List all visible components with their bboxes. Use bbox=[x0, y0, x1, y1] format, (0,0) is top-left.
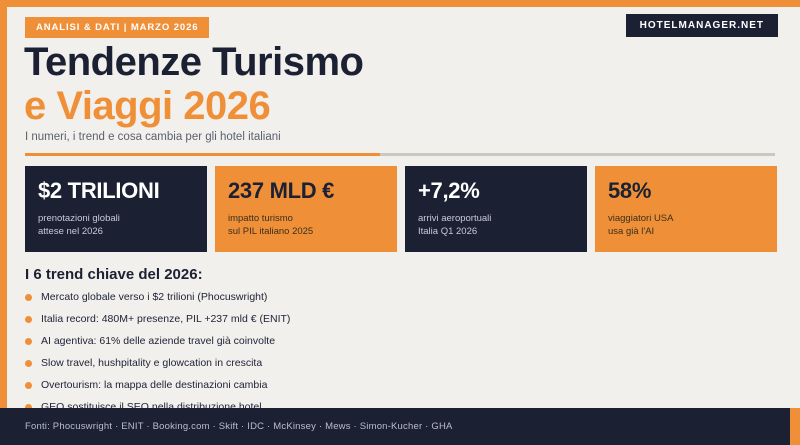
list-item bbox=[25, 313, 625, 326]
bullet-dot-icon bbox=[25, 294, 32, 301]
list-item bbox=[25, 335, 625, 348]
stat-card-description-line-2: usa già l'AI bbox=[608, 225, 655, 237]
stat-card-value: 58% bbox=[608, 178, 652, 203]
stat-card bbox=[215, 166, 397, 252]
list-item-label: AI agentiva: 61% delle aziende travel già coinvolte bbox=[41, 335, 276, 348]
bullet-dot-icon bbox=[25, 338, 32, 345]
left-accent-rail bbox=[0, 0, 7, 445]
trends-list bbox=[25, 291, 625, 424]
list-item bbox=[25, 357, 625, 370]
stat-card-description-line-2: attese nel 2026 bbox=[38, 225, 103, 237]
stat-card-description-line-2: sul PIL italiano 2025 bbox=[228, 225, 314, 237]
bullet-dot-icon bbox=[25, 316, 32, 323]
stat-card-description bbox=[228, 213, 313, 239]
footer-accent-block bbox=[790, 408, 800, 445]
page-subtitle: I numeri, i trend e cosa cambia per gli hotel italiani bbox=[25, 131, 281, 143]
bullet-dot-icon bbox=[25, 360, 32, 367]
footer-sources: Fonti: Phocuswright · ENIT · Booking.com · Skift · IDC · McKinsey · Mews · Simon-Kucher · GHA bbox=[25, 421, 453, 432]
brand-badge: HOTELMANAGER.NET bbox=[626, 14, 778, 37]
stat-card bbox=[595, 166, 777, 252]
stat-card-description-line-1: arrivi aeroportuali bbox=[418, 213, 492, 224]
stat-card bbox=[25, 166, 207, 252]
list-item bbox=[25, 291, 625, 304]
stat-card-value: 237 MLD € bbox=[228, 178, 335, 203]
list-item-label: Italia record: 480M+ presenze, PIL +237 mld € (ENIT) bbox=[41, 313, 291, 326]
page-title-line-2: e Viaggi 2026 bbox=[24, 84, 271, 128]
list-item-label: Mercato globale verso i $2 trilioni (Phocuswright) bbox=[41, 291, 268, 303]
stat-card-description-line-1: prenotazioni globali bbox=[38, 213, 120, 224]
stat-card-description-line-1: impatto turismo bbox=[228, 213, 293, 224]
stat-card-description bbox=[608, 213, 673, 239]
footer-bar bbox=[0, 408, 800, 445]
header-divider-accent bbox=[25, 153, 380, 156]
stat-card-value: $2 TRILIONI bbox=[38, 178, 160, 203]
list-item-label: Overtourism: la mappa delle destinazioni cambia bbox=[41, 379, 268, 392]
stat-card-value: +7,2% bbox=[418, 178, 480, 203]
stat-card-description bbox=[418, 213, 491, 239]
stat-card bbox=[405, 166, 587, 252]
trends-section-title: I 6 trend chiave del 2026: bbox=[25, 266, 203, 283]
bullet-dot-icon bbox=[25, 382, 32, 389]
top-accent-bar bbox=[0, 0, 800, 7]
list-item bbox=[25, 379, 625, 392]
stat-card-description-line-2: Italia Q1 2026 bbox=[418, 225, 478, 237]
page-title-line-1: Tendenze Turismo bbox=[24, 40, 364, 84]
stat-card-description bbox=[38, 213, 120, 239]
kicker-badge: ANALISI & DATI | MARZO 2026 bbox=[25, 17, 209, 38]
list-item-label: Slow travel, hushpitality e glowcation in crescita bbox=[41, 357, 263, 370]
stat-card-row bbox=[25, 166, 777, 252]
stat-card-description-line-1: viaggiatori USA bbox=[608, 213, 674, 224]
